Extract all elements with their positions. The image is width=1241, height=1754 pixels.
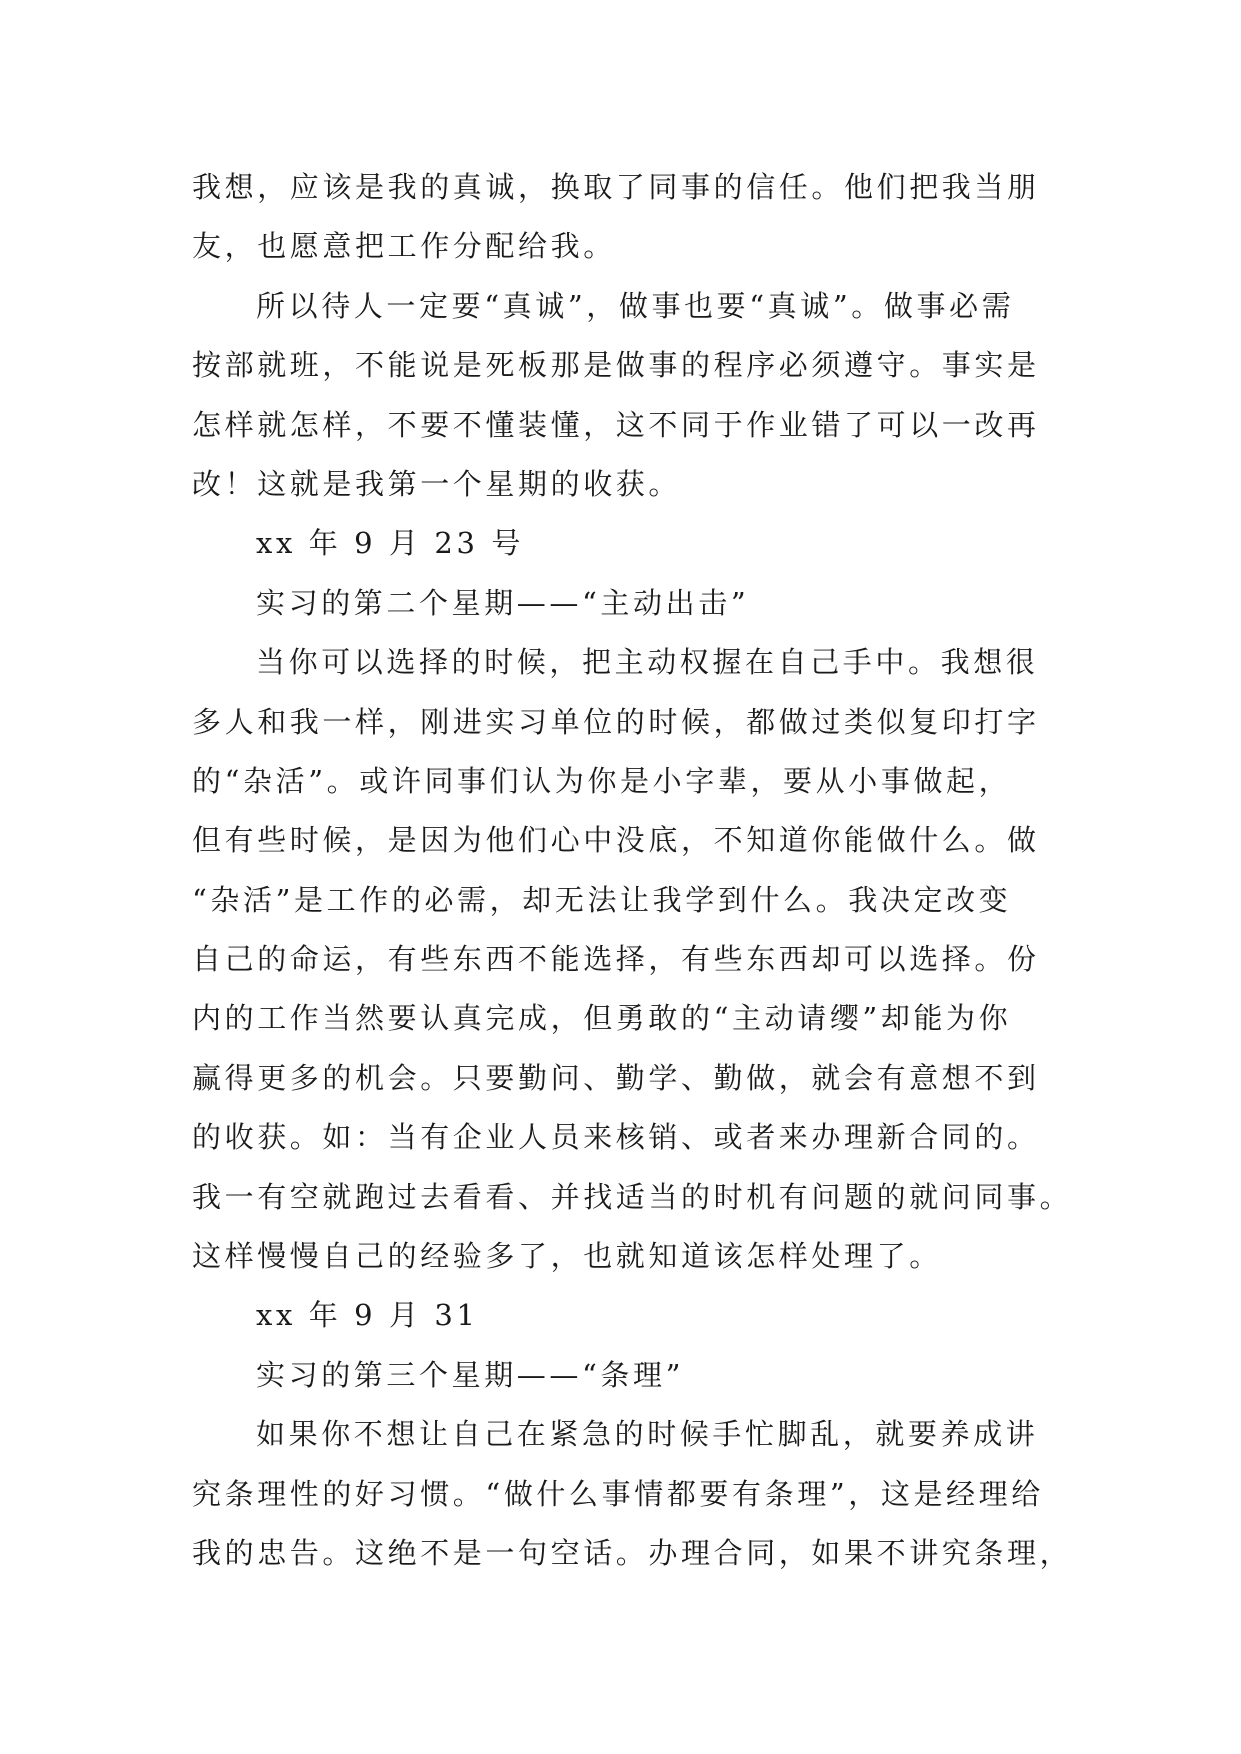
body-paragraph — [192, 158, 1060, 277]
text-line: 当你可以选择的时候，把主动权握在自己手中。我想很 — [256, 645, 1039, 680]
text-line: 我的忠告。这绝不是一句空话。办理合同，如果不讲究条理， — [192, 1535, 1073, 1570]
section-heading — [192, 1346, 1060, 1405]
text-line: 实习的第二个星期——“主动出击” — [256, 585, 750, 620]
text-line: 按部就班，不能说是死板那是做事的程序必须遵守。事实是 — [192, 348, 1040, 383]
text-line: 自己的命运，有些东西不能选择，有些东西却可以选择。份 — [192, 942, 1040, 977]
date-line — [192, 514, 1060, 573]
text-line: 我想，应该是我的真诚，换取了同事的信任。他们把我当朋 — [192, 170, 1040, 204]
date-line — [192, 1286, 1060, 1345]
body-paragraph — [192, 1405, 1073, 1583]
text-line: 的“杂活”。或许同事们认为你是小字辈，要从小事做起， — [192, 763, 1012, 798]
text-line: “杂活”是工作的必需，却无法让我学到什么。我决定改变 — [192, 882, 1012, 917]
section-heading — [192, 574, 1060, 633]
text-line: 我一有空就跑过去看看、并找适当的时机有问题的就问同事。 — [192, 1179, 1073, 1214]
text-line: 内的工作当然要认真完成，但勇敢的“主动请缨”却能为你 — [192, 1001, 1012, 1036]
text-line: 友，也愿意把工作分配给我。 — [192, 229, 616, 264]
text-line: 赢得更多的机会。只要勤问、勤学、勤做，就会有意想不到 — [192, 1060, 1040, 1095]
text-line: xx 年 9 月 31 — [256, 1298, 479, 1333]
text-line: 这样慢慢自己的经验多了，也就知道该怎样处理了。 — [192, 1239, 942, 1274]
text-line: 的收获。如：当有企业人员来核销、或者来办理新合同的。 — [192, 1120, 1040, 1155]
text-line: xx 年 9 月 23 号 — [256, 526, 524, 561]
document-body — [192, 158, 1073, 1583]
body-paragraph — [192, 633, 1073, 1286]
text-line: 究条理性的好习惯。“做什么事情都要有条理”，这是经理给 — [192, 1476, 1044, 1511]
text-line: 实习的第三个星期——“条理” — [256, 1357, 685, 1392]
text-line: 但有些时候，是因为他们心中没底，不知道你能做什么。做 — [192, 823, 1040, 858]
body-paragraph — [192, 277, 1060, 515]
text-line: 改！这就是我第一个星期的收获。 — [192, 466, 682, 501]
text-line: 怎样就怎样，不要不懂装懂，这不同于作业错了可以一改再 — [192, 407, 1040, 442]
text-line: 如果你不想让自己在紧急的时候手忙脚乱，就要养成讲 — [256, 1417, 1039, 1452]
text-line: 所以待人一定要“真诚”，做事也要“真诚”。做事必需 — [256, 288, 1015, 323]
text-line: 多人和我一样，刚进实习单位的时候，都做过类似复印打字 — [192, 704, 1040, 739]
